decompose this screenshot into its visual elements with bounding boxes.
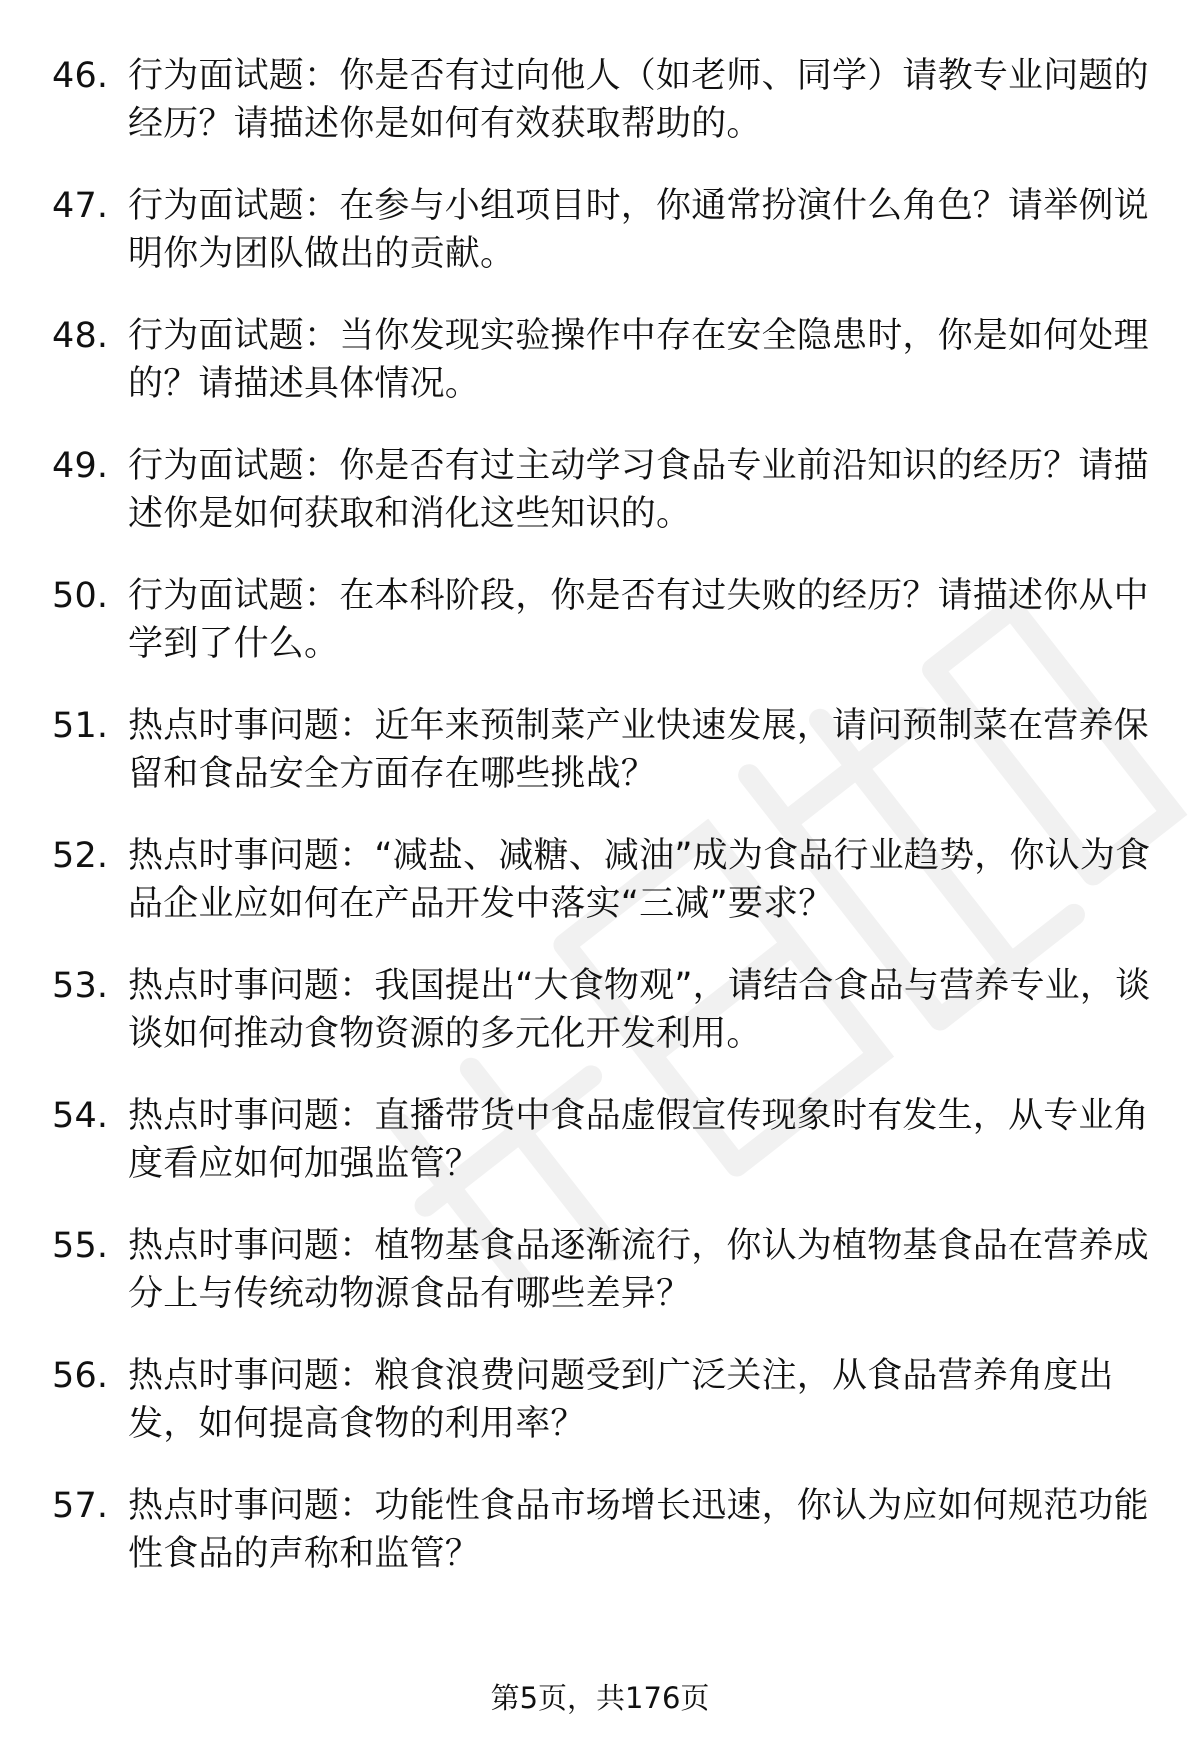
question-list bbox=[52, 52, 1152, 1612]
question-number: 48. bbox=[52, 316, 109, 356]
question-item bbox=[52, 962, 1152, 1058]
question-item bbox=[52, 1222, 1152, 1318]
question-text: 行为面试题：在本科阶段，你是否有过失败的经历？请描述你从中学到了什么。 bbox=[128, 576, 1149, 664]
question-number: 47. bbox=[52, 186, 109, 226]
question-number: 50. bbox=[52, 576, 109, 616]
question-number: 57. bbox=[52, 1486, 109, 1526]
question-text: 热点时事问题：粮食浪费问题受到广泛关注，从食品营养角度出发，如何提高食物的利用率？ bbox=[128, 1356, 1114, 1444]
question-number: 56. bbox=[52, 1356, 109, 1396]
question-item bbox=[52, 1092, 1152, 1188]
question-item bbox=[52, 312, 1152, 408]
question-number: 53. bbox=[52, 966, 109, 1006]
question-item bbox=[52, 182, 1152, 278]
question-number: 54. bbox=[52, 1096, 109, 1136]
question-text: 热点时事问题：功能性食品市场增长迅速，你认为应如何规范功能性食品的声称和监管？ bbox=[128, 1486, 1149, 1574]
question-number: 52. bbox=[52, 836, 109, 876]
question-text: 行为面试题：你是否有过主动学习食品专业前沿知识的经历？请描述你是如何获取和消化这些知识的。 bbox=[128, 446, 1149, 534]
question-item bbox=[52, 572, 1152, 668]
page-footer: 第5页，共176页 bbox=[490, 1681, 710, 1715]
question-number: 49. bbox=[52, 446, 109, 486]
question-item bbox=[52, 52, 1152, 148]
question-item bbox=[52, 1352, 1152, 1448]
question-text: 行为面试题：在参与小组项目时，你通常扮演什么角色？请举例说明你为团队做出的贡献。 bbox=[128, 186, 1149, 274]
question-item bbox=[52, 832, 1152, 928]
question-text: 热点时事问题：植物基食品逐渐流行，你认为植物基食品在营养成分上与传统动物源食品有哪些差异？ bbox=[128, 1226, 1149, 1314]
question-text: 热点时事问题：“减盐、减糖、减油”成为食品行业趋势，你认为食品企业应如何在产品开发中落实“三减”要求？ bbox=[128, 836, 1151, 924]
question-item bbox=[52, 442, 1152, 538]
question-text: 行为面试题：你是否有过向他人（如老师、同学）请教专业问题的经历？请描述你是如何有效获取帮助的。 bbox=[128, 56, 1149, 144]
question-number: 55. bbox=[52, 1226, 109, 1266]
question-number: 51. bbox=[52, 706, 109, 746]
question-item bbox=[52, 1482, 1152, 1578]
question-text: 热点时事问题：直播带货中食品虚假宣传现象时有发生，从专业角度看应如何加强监管？ bbox=[128, 1096, 1149, 1184]
question-item bbox=[52, 702, 1152, 798]
question-number: 46. bbox=[52, 56, 109, 96]
question-text: 行为面试题：当你发现实验操作中存在安全隐患时，你是如何处理的？请描述具体情况。 bbox=[128, 316, 1149, 404]
question-text: 热点时事问题：近年来预制菜产业快速发展，请问预制菜在营养保留和食品安全方面存在哪些挑战？ bbox=[128, 706, 1149, 794]
question-text: 热点时事问题：我国提出“大食物观”，请结合食品与营养专业，谈谈如何推动食物资源的多元化开发利用。 bbox=[128, 966, 1151, 1054]
